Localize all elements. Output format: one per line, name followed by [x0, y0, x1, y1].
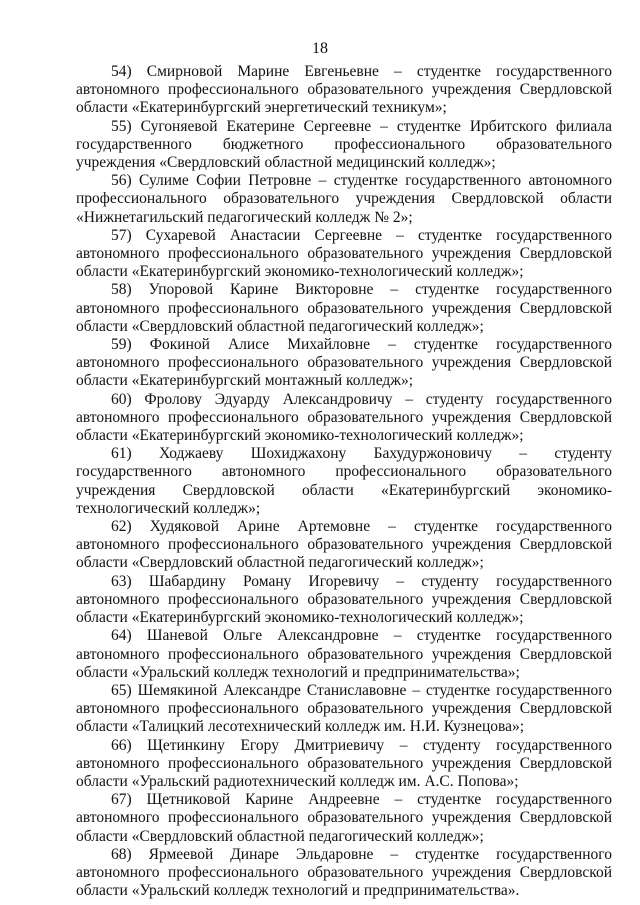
list-item: 61) Ходжаеву Шохиджахону Бахудуржоновичу – студенту государственного автономного профессионального образовательного учреждения Свердловской области «Екатеринбургский экономико-технологический колледж»;	[76, 445, 612, 517]
list-item: 56) Сулиме Софии Петровне – студентке государственного автономного профессионального образовательного учреждения Свердловской области «Нижнетагильский педагогический колледж № 2»;	[76, 172, 612, 226]
list-item: 62) Худяковой Арине Артемовне – студентке государственного автономного профессионального образовательного учреждения Свердловской области «Свердловский областной педагогический колледж»;	[76, 518, 612, 572]
page-number: 18	[312, 40, 328, 57]
list-item: 57) Сухаревой Анастасии Сергеевне – студентке государственного автономного профессионального образовательного учреждения Свердловской области «Екатеринбургский экономико-технологический колледж»;	[76, 226, 612, 281]
list-item: 67) Щетниковой Карине Андреевне – студентке государственного автономного профессионального образовательного учреждения Свердловской области «Свердловский областной педагогический колледж»;	[76, 791, 612, 845]
list-item: 55) Сугоняевой Екатерине Сергеевне – студентке Ирбитского филиала государственного бюджетного профессионального образовательного учреждения «Свердловский областной медицинский колледж»;	[76, 117, 612, 172]
list-item: 58) Упоровой Карине Викторовне – студентке государственного автономного профессионального образовательного учреждения Свердловской области «Свердловский областной педагогический колледж»;	[76, 281, 612, 335]
list-item: 64) Шаневой Ольге Александровне – студентке государственного автономного профессионального образовательного учреждения Свердловской области «Уральский колледж технологий и предпринимательства»;	[76, 627, 612, 681]
list-item: 59) Фокиной Алисе Михайловне – студентке государственного автономного профессионального образовательного учреждения Свердловской области «Екатеринбургский монтажный колледж»;	[76, 336, 612, 390]
list-item: 68) Ярмеевой Динаре Эльдаровне – студентке государственного автономного профессионального образовательного учреждения Свердловской области «Уральский колледж технологий и предпринимательства».	[76, 845, 612, 900]
list-item: 54) Смирновой Марине Евгеньевне – студентке государственного автономного профессионального образовательного учреждения Свердловской области «Екатеринбургский энергетический техникум»;	[76, 63, 612, 117]
list-item: 65) Шемякиной Александре Станиславовне – студентке государственного автономного профессионального образовательного учреждения Свердловской области «Талицкий лесотехнический колледж им. Н.И. Кузнецова»;	[76, 681, 612, 736]
list-item: 66) Щетинкину Егору Дмитриевичу – студенту государственного автономного профессионального образовательного учреждения Свердловской области «Уральский радиотехнический колледж им. А.С. Попова»;	[76, 736, 612, 790]
document-body	[76, 63, 612, 900]
list-item: 63) Шабардину Роману Игоревичу – студенту государственного автономного профессионального образовательного учреждения Свердловской области «Екатеринбургский экономико-технологический колледж»;	[76, 572, 612, 627]
list-item: 60) Фролову Эдуарду Александровичу – студенту государственного автономного профессионального образовательного учреждения Свердловской области «Екатеринбургский экономико-технологический колледж»;	[76, 390, 612, 445]
